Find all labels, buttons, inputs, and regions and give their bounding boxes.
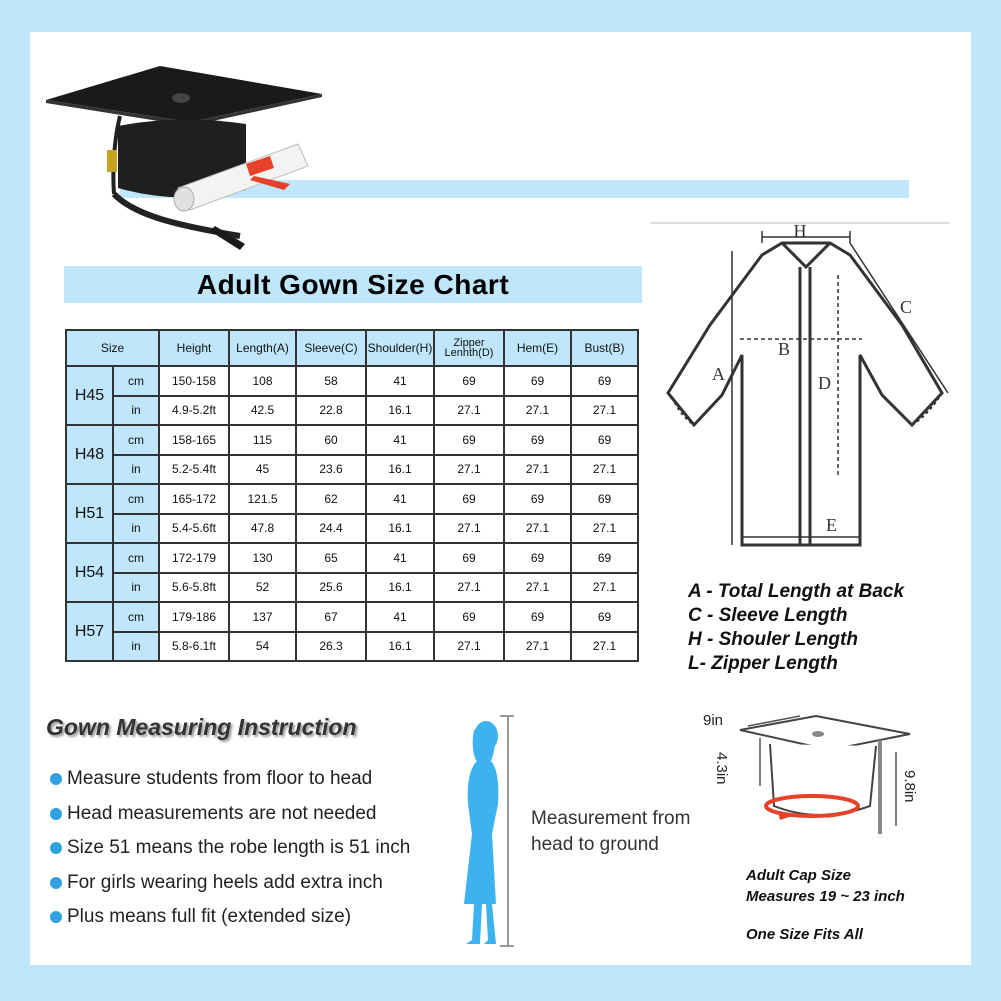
unit-cell: in: [113, 455, 159, 485]
size-code: H57: [66, 602, 113, 661]
label-d: D: [818, 373, 831, 393]
height-cell: 5.8-6.1ft: [159, 632, 229, 662]
sleeve-cell: 58: [296, 366, 366, 396]
zipper-cell: 27.1: [434, 514, 504, 544]
zipper-cell: 69: [434, 484, 504, 514]
list-item: [50, 866, 410, 901]
list-item: [50, 797, 410, 832]
bullet-icon: [50, 808, 62, 820]
shoulder-cell: 41: [366, 484, 434, 514]
legend-item: H - Shouler Length: [688, 629, 858, 650]
hem-cell: 27.1: [504, 632, 571, 662]
length-cell: 47.8: [229, 514, 296, 544]
length-cell: 130: [229, 543, 296, 573]
hem-cell: 69: [504, 602, 571, 632]
sleeve-cell: 23.6: [296, 455, 366, 485]
bullet-icon: [50, 911, 62, 923]
zipper-cell: 69: [434, 543, 504, 573]
cap-size-note: [746, 865, 905, 907]
shoulder-cell: 16.1: [366, 455, 434, 485]
legend-item: C - Sleeve Length: [688, 605, 848, 626]
length-cell: 137: [229, 602, 296, 632]
height-cell: 172-179: [159, 543, 229, 573]
sleeve-cell: 25.6: [296, 573, 366, 603]
label-c: C: [900, 297, 913, 317]
table-row: [66, 632, 638, 662]
bust-cell: 69: [571, 602, 638, 632]
shoulder-cell: 16.1: [366, 514, 434, 544]
height-cell: 5.4-5.6ft: [159, 514, 229, 544]
bullet-icon: [50, 842, 62, 854]
bullet-icon: [50, 877, 62, 889]
zipper-cell: 27.1: [434, 573, 504, 603]
height-cell: 5.2-5.4ft: [159, 455, 229, 485]
hem-cell: 69: [504, 543, 571, 573]
length-cell: 108: [229, 366, 296, 396]
header-zipper: [434, 330, 504, 366]
height-cell: 150-158: [159, 366, 229, 396]
length-cell: 52: [229, 573, 296, 603]
shoulder-cell: 41: [366, 602, 434, 632]
shoulder-cell: 16.1: [366, 632, 434, 662]
sleeve-cell: 67: [296, 602, 366, 632]
table-row: [66, 455, 638, 485]
hem-cell: 27.1: [504, 455, 571, 485]
list-item: [50, 831, 410, 866]
table-header-row: [66, 330, 638, 366]
graduation-cap-illustration: [40, 66, 330, 256]
bust-cell: 27.1: [571, 573, 638, 603]
table-row: [66, 573, 638, 603]
sleeve-cell: 60: [296, 425, 366, 455]
table-row: [66, 366, 638, 396]
unit-cell: in: [113, 514, 159, 544]
label-b: B: [778, 339, 791, 359]
unit-cell: cm: [113, 602, 159, 632]
table-row: [66, 484, 638, 514]
legend-list: [688, 580, 904, 676]
bust-cell: 69: [571, 543, 638, 573]
legend-item: A - Total Length at Back: [688, 581, 905, 602]
bust-cell: 69: [571, 484, 638, 514]
cap-size-line: Measures 19 ~ 23 inch: [746, 888, 905, 905]
hem-cell: 69: [504, 425, 571, 455]
list-item: [50, 900, 410, 935]
cap-dim-left: 4.3in: [713, 752, 730, 785]
instruction-text: For girls wearing heels add extra inch: [67, 871, 383, 893]
header-sleeve: Sleeve(C): [296, 330, 366, 366]
header-bust: Bust(B): [571, 330, 638, 366]
size-table: [65, 329, 639, 662]
sleeve-cell: 26.3: [296, 632, 366, 662]
length-cell: 121.5: [229, 484, 296, 514]
shoulder-cell: 16.1: [366, 573, 434, 603]
height-cell: 165-172: [159, 484, 229, 514]
instructions-title: Gown Measuring Instruction: [46, 714, 357, 740]
bust-cell: 27.1: [571, 455, 638, 485]
header-shoulder: Shoulder(H): [366, 330, 434, 366]
instruction-text: Measure students from floor to head: [67, 768, 373, 790]
unit-cell: cm: [113, 543, 159, 573]
bust-cell: 27.1: [571, 396, 638, 426]
measurement-note: [531, 806, 690, 858]
header-height: Height: [159, 330, 229, 366]
height-cell: 5.6-5.8ft: [159, 573, 229, 603]
size-code: H54: [66, 543, 113, 602]
measurement-line: head to ground: [531, 834, 659, 855]
bust-cell: 27.1: [571, 514, 638, 544]
sleeve-cell: 62: [296, 484, 366, 514]
table-row: [66, 514, 638, 544]
chart-title: Adult Gown Size Chart: [196, 269, 510, 300]
instruction-text: Plus means full fit (extended size): [67, 906, 352, 928]
instruction-text: Size 51 means the robe length is 51 inch: [67, 837, 411, 859]
zipper-cell: 27.1: [434, 396, 504, 426]
height-cell: 179-186: [159, 602, 229, 632]
bust-cell: 69: [571, 366, 638, 396]
instructions-list: [50, 762, 410, 935]
unit-cell: cm: [113, 425, 159, 455]
legend-item: L- Zipper Length: [688, 653, 838, 674]
unit-cell: in: [113, 632, 159, 662]
unit-cell: in: [113, 573, 159, 603]
table-row: [66, 425, 638, 455]
cap-size-line: Adult Cap Size: [746, 867, 852, 884]
length-cell: 115: [229, 425, 296, 455]
table-row: [66, 396, 638, 426]
table-row: [66, 543, 638, 573]
zipper-cell: 27.1: [434, 632, 504, 662]
shoulder-cell: 41: [366, 543, 434, 573]
woman-silhouette: [452, 714, 522, 950]
zipper-cell: 69: [434, 366, 504, 396]
label-e: E: [826, 515, 837, 535]
table-row: [66, 602, 638, 632]
size-code: H48: [66, 425, 113, 484]
length-cell: 54: [229, 632, 296, 662]
unit-cell: cm: [113, 484, 159, 514]
one-size-note: One Size Fits All: [746, 926, 863, 943]
measurement-line: Measurement from: [531, 808, 691, 829]
label-h: H: [793, 221, 807, 241]
hem-cell: 27.1: [504, 396, 571, 426]
height-cell: 158-165: [159, 425, 229, 455]
header-size: Size: [66, 330, 159, 366]
shoulder-cell: 41: [366, 425, 434, 455]
sleeve-cell: 24.4: [296, 514, 366, 544]
sleeve-cell: 65: [296, 543, 366, 573]
instruction-text: Head measurements are not needed: [67, 802, 377, 824]
header-length: Length(A): [229, 330, 296, 366]
zipper-cell: 27.1: [434, 455, 504, 485]
sleeve-cell: 22.8: [296, 396, 366, 426]
bullet-icon: [50, 773, 62, 785]
zipper-cell: 69: [434, 425, 504, 455]
unit-cell: in: [113, 396, 159, 426]
bust-cell: 27.1: [571, 632, 638, 662]
hem-cell: 69: [504, 484, 571, 514]
header-zipper-line2: Lenhth(D): [444, 347, 494, 359]
length-cell: 45: [229, 455, 296, 485]
header-hem: Hem(E): [504, 330, 571, 366]
cap-dim-right: 9.8in: [901, 770, 918, 803]
unit-cell: cm: [113, 366, 159, 396]
header-zipper-line1: Zipper: [453, 337, 485, 349]
height-cell: 4.9-5.2ft: [159, 396, 229, 426]
zipper-cell: 69: [434, 602, 504, 632]
hem-cell: 69: [504, 366, 571, 396]
bust-cell: 69: [571, 425, 638, 455]
hem-cell: 27.1: [504, 514, 571, 544]
cap-dim-top: 9in: [703, 712, 724, 729]
length-cell: 42.5: [229, 396, 296, 426]
shoulder-cell: 16.1: [366, 396, 434, 426]
hem-cell: 27.1: [504, 573, 571, 603]
label-a: A: [712, 364, 725, 384]
size-code: H51: [66, 484, 113, 543]
list-item: [50, 762, 410, 797]
cap-diagram: [700, 706, 930, 846]
shoulder-cell: 41: [366, 366, 434, 396]
size-code: H45: [66, 366, 113, 425]
gown-diagram: [650, 215, 960, 555]
